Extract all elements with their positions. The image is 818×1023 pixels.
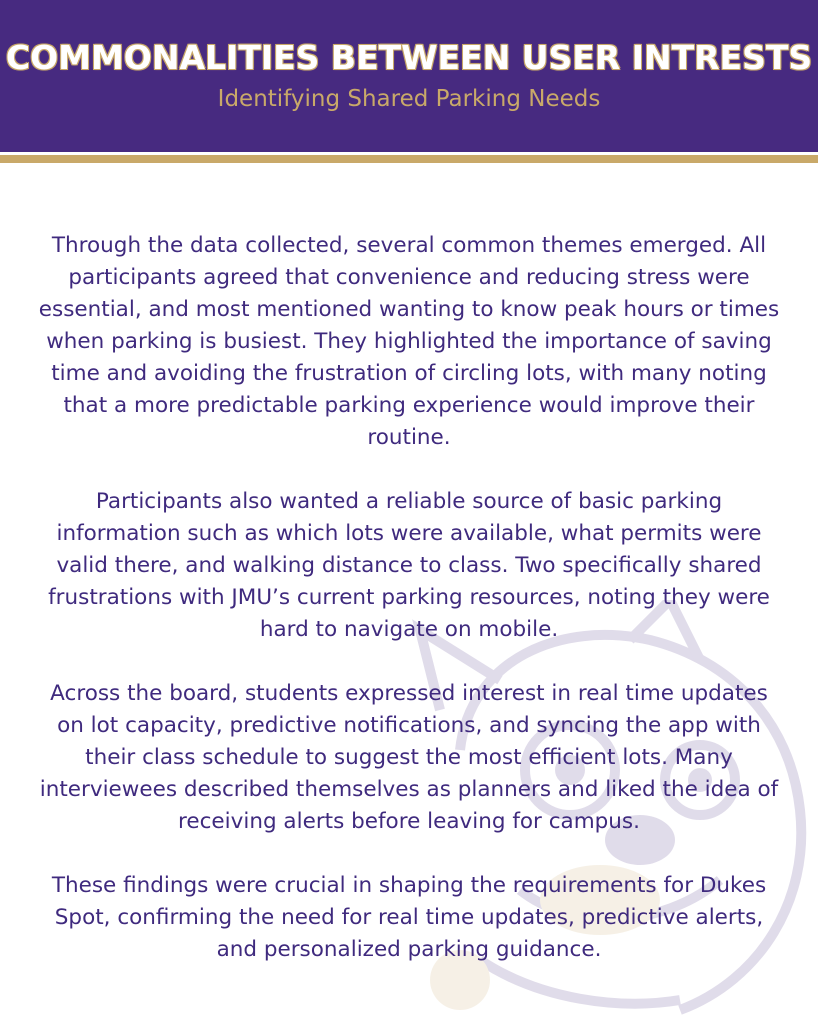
paragraph-features: Across the board, students expressed interest in real time updates on lot capacity, predictive notifications, and syncing the app with their class schedule to suggest the most efficient lots. Many interviewees described themselves as planners and liked the idea of receiving alerts before leaving for campus.: [39, 681, 779, 834]
page-subtitle: Identifying Shared Parking Needs: [217, 86, 601, 112]
page-title: COMMONALITIES BETWEEN USER INTRESTS: [5, 38, 813, 77]
header-banner: [0, 0, 818, 152]
gold-divider: [0, 155, 818, 163]
body-content: [36, 230, 782, 998]
paragraph-findings: These findings were crucial in shaping the requirements for Dukes Spot, confirming the need for real time updates, predictive alerts, and personalized parking guidance.: [51, 873, 767, 962]
paragraph-themes: Through the data collected, several common themes emerged. All participants agreed that convenience and reducing stress were essential, and most mentioned wanting to know peak hours or times when parking is busiest. They highlighted the importance of saving time and avoiding the frustration of circling lots, with many noting that a more predictable parking experience would improve their routine.: [38, 233, 780, 450]
paragraph-information: Participants also wanted a reliable source of basic parking information such as which lots were available, what permits were valid there, and walking distance to class. Two specifically shared frustrations with JMU’s current parking resources, noting they were hard to navigate on mobile.: [48, 489, 770, 642]
